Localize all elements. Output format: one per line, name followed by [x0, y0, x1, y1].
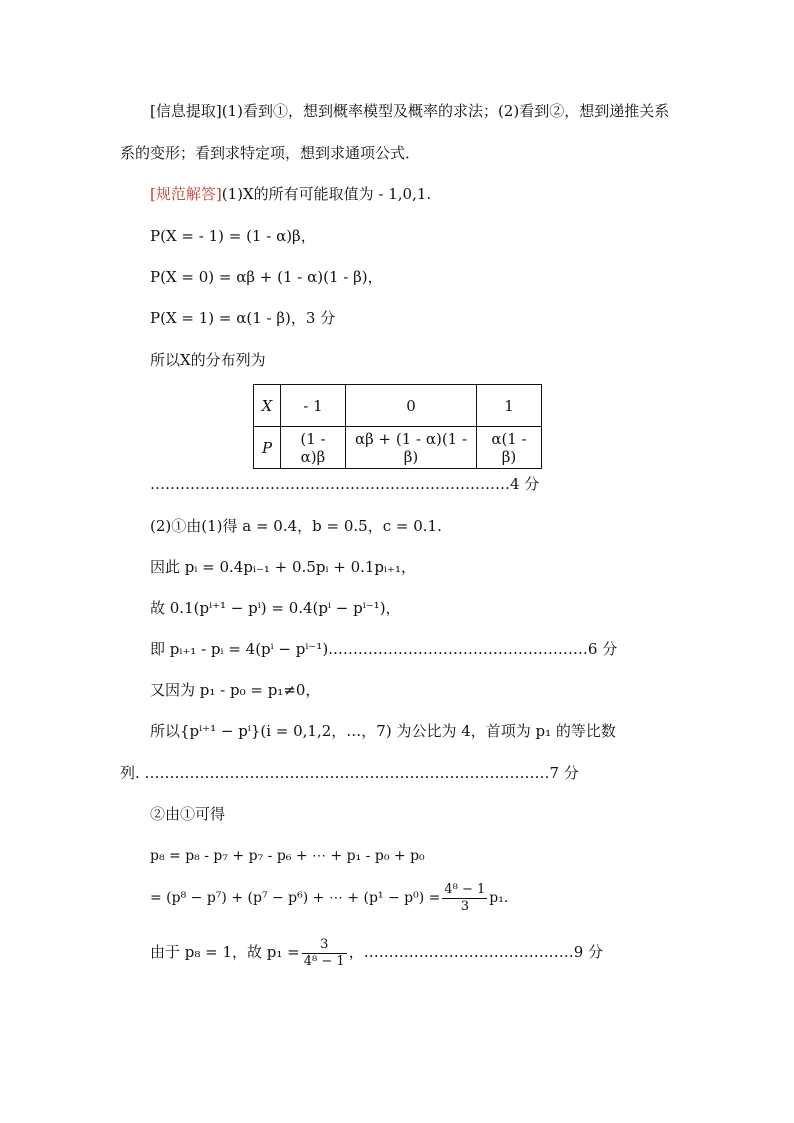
fraction-denominator: 3: [460, 898, 469, 914]
table-cell: 1: [477, 385, 542, 427]
solution-tag: [规范解答]: [150, 185, 222, 203]
solution-intro: (1)X的所有可能取值为 - 1,0,1.: [221, 185, 432, 203]
prob-x-neg1: P(X = - 1) = (1 - α)β，: [150, 227, 316, 245]
table-cell: P: [254, 427, 281, 469]
equation-sum-tail: p₁.: [489, 890, 509, 906]
table-cell: 0: [346, 385, 477, 427]
prob-x-1: P(X = 1) = α(1 - β)，3 分: [150, 309, 336, 327]
step-ie: 即 pᵢ₊₁ - pᵢ = 4(pⁱ − pⁱ⁻¹).……………………………………………6 分: [150, 640, 618, 658]
step-therefore: 故 0.1(pⁱ⁺¹ − pⁱ) = 0.4(pⁱ − pⁱ⁻¹)，: [150, 599, 401, 617]
step-since: 又因为 p₁ - p₀ = p₁≠0，: [150, 681, 321, 699]
fraction: [302, 937, 347, 970]
score-4: ………………………………………………………………4 分: [150, 475, 540, 493]
fraction-numerator: 3: [302, 937, 347, 954]
equation-sum: [150, 880, 508, 916]
info-extract-line1: [信息提取](1)看到①，想到概率模型及概率的求法；(2)看到②，想到递推关系: [150, 102, 670, 120]
table-cell: αβ + (1 - α)(1 - β): [346, 427, 477, 469]
info-extract-line2: 系的变形；看到求特定项，想到求通项公式．: [120, 144, 421, 162]
table-row-p: [254, 427, 542, 469]
step-so-line2: 列. ………………………………………………………………………7 分: [120, 764, 579, 782]
step-so-line1: 所以{pⁱ⁺¹ − pⁱ}(i = 0,1,2，…，7) 为公比为 4，首项为 p₁ 的等比数: [150, 722, 616, 740]
equation-sum-left: = (p⁸ − p⁷) + (p⁷ − p⁶) + ⋯ + (p¹ − p⁰) =: [150, 890, 441, 906]
table-cell: X: [254, 385, 281, 427]
fraction: [442, 882, 487, 915]
final-line-tail: ，……………………………………9 分: [348, 943, 603, 961]
part2-intro: (2)①由(1)得 a = 0.4，b = 0.5，c = 0.1.: [150, 517, 442, 535]
fraction-numerator: 4⁸ − 1: [444, 881, 486, 897]
fraction-denominator: 4⁸ − 1: [303, 953, 345, 969]
distribution-intro: 所以X的分布列为: [150, 351, 266, 369]
solution-intro-line: [150, 184, 431, 204]
table-cell: α(1 - β): [477, 427, 542, 469]
final-line-left: 由于 p₈ = 1，故 p₁ =: [150, 943, 300, 961]
table-row-x: [254, 385, 542, 427]
table-cell: (1 - α)β: [281, 427, 346, 469]
equation-telescoping: p₈ = p₈ - p₇ + p₇ - p₆ + ⋯ + p₁ - p₀ + p₀: [150, 848, 425, 864]
prob-x-0: P(X = 0) = αβ + (1 - α)(1 - β)，: [150, 268, 383, 286]
final-line: [150, 934, 603, 970]
distribution-table: [253, 384, 542, 469]
table-cell: - 1: [281, 385, 346, 427]
part2b-intro: ②由①可得: [150, 805, 226, 823]
step-because: 因此 pᵢ = 0.4pᵢ₋₁ + 0.5pᵢ + 0.1pᵢ₊₁，: [150, 558, 416, 576]
